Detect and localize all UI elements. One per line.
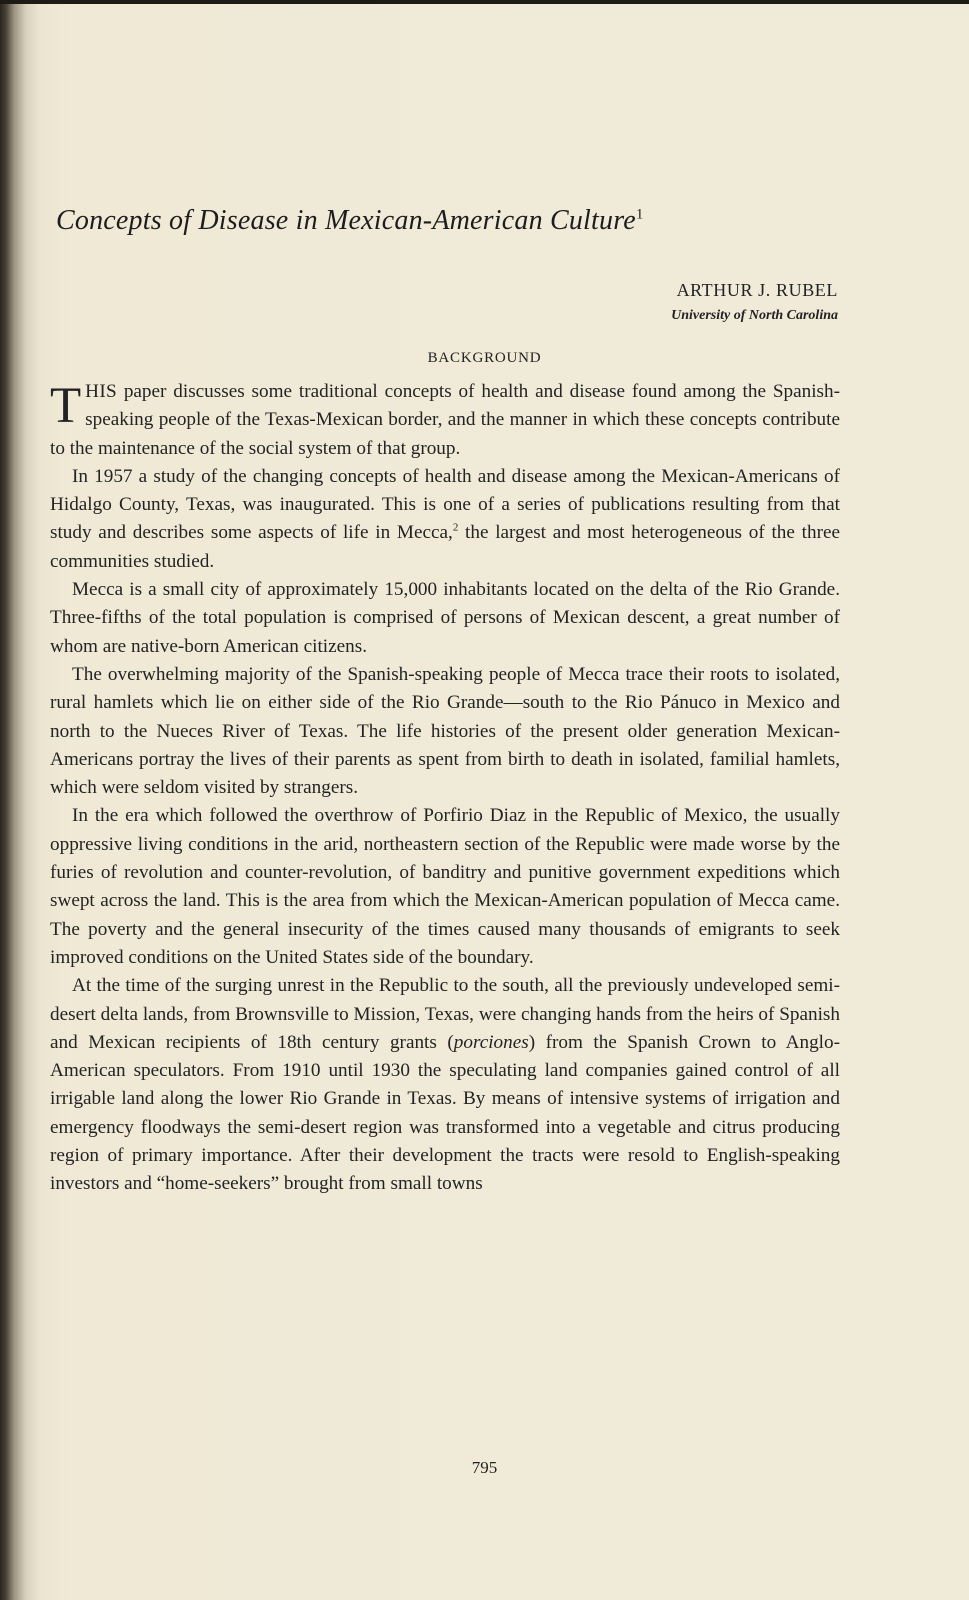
paragraph-5: In the era which followed the overthrow of Porfirio Diaz in the Republic of Mexico, the usually oppressive living conditions in the arid, northeastern section of the Republic were made worse by the furies of revolution and counter-revolution, of banditry and punitive government expeditions which swept across the land. This is the area from which the Mexican-American population of Mecca came. The poverty and the general insecurity of the times caused many thousands of emigrants to seek improved conditions on the United States side of the boundary. <box>50 805 840 968</box>
paragraph-2 <box>50 463 840 576</box>
footnote-2-marker: 2 <box>452 522 459 535</box>
drop-cap: T <box>50 378 82 434</box>
author-name: ARTHUR J. RUBEL <box>676 280 838 300</box>
paragraph-6-text-a: At the time of the surging unrest in the Republic to the south, all the previously undeveloped semi-desert delta lands, from Brownsville to Mission, Texas, were changing hands from the heirs of Spanish and Mexican recipients of 18th century grants ( <box>50 975 840 1053</box>
paragraph-6 <box>50 972 840 1198</box>
article-body <box>50 378 840 1199</box>
author-affiliation: University of North Carolina <box>671 308 838 323</box>
paragraph-6-text-b: ) from the Spanish Crown to Anglo-American speculators. From 1910 until 1930 the speculating land companies gained control of all irrigable land along the lower Rio Grande in Texas. By means of intensive systems of irrigation and emergency floodways the semi-desert region was transformed into a vegetable and citrus producing region of primary importance. After their development the tracts were resold to English-speaking investors and “home-seekers” brought from small towns <box>50 1031 840 1195</box>
page-number: 795 <box>471 1458 498 1477</box>
paragraph-1 <box>50 378 840 463</box>
section-heading: BACKGROUND <box>427 350 542 366</box>
article-title <box>56 205 644 237</box>
title-footnote-marker: 1 <box>635 206 644 223</box>
paragraph-1-text: paper discusses some traditional concepts of health and disease found among the Spanish-speaking people of the Texas-Mexican border, and the manner in which these concepts contribute to the maintenance of the social system of that group. <box>50 381 840 459</box>
paragraph-2-text-b: the largest and most heterogeneous of the three communities studied. <box>50 522 840 572</box>
paragraph-2-text-a: In 1957 a study of the changing concepts of health and disease among the Mexican-Americans of Hidalgo County, Texas, was inaugurated. This is one of a series of publications resulting from that study and describes some aspects of life in Mecca, <box>50 465 840 544</box>
paragraph-6-italic-term: porciones <box>453 1031 529 1053</box>
paragraph-3: Mecca is a small city of approximately 15,000 inhabitants located on the delta of the Rio Grande. Three-fifths of the total population is comprised of persons of Mexican descent, a great number of whom are native-born American citizens. <box>50 579 840 657</box>
paragraph-4: The overwhelming majority of the Spanish-speaking people of Mecca trace their roots to isolated, rural hamlets which lie on either side of the Rio Grande—south to the Rio Pánuco in Mexico and north to the Nueces River of Texas. The life histories of the present older generation Mexican-Americans portray the lives of their parents as spent from birth to death in isolated, familial hamlets, which were seldom visited by strangers. <box>50 663 840 799</box>
paragraph-1-lead: HIS <box>85 381 117 402</box>
article-title-text: Concepts of Disease in Mexican-American Culture <box>56 205 636 236</box>
